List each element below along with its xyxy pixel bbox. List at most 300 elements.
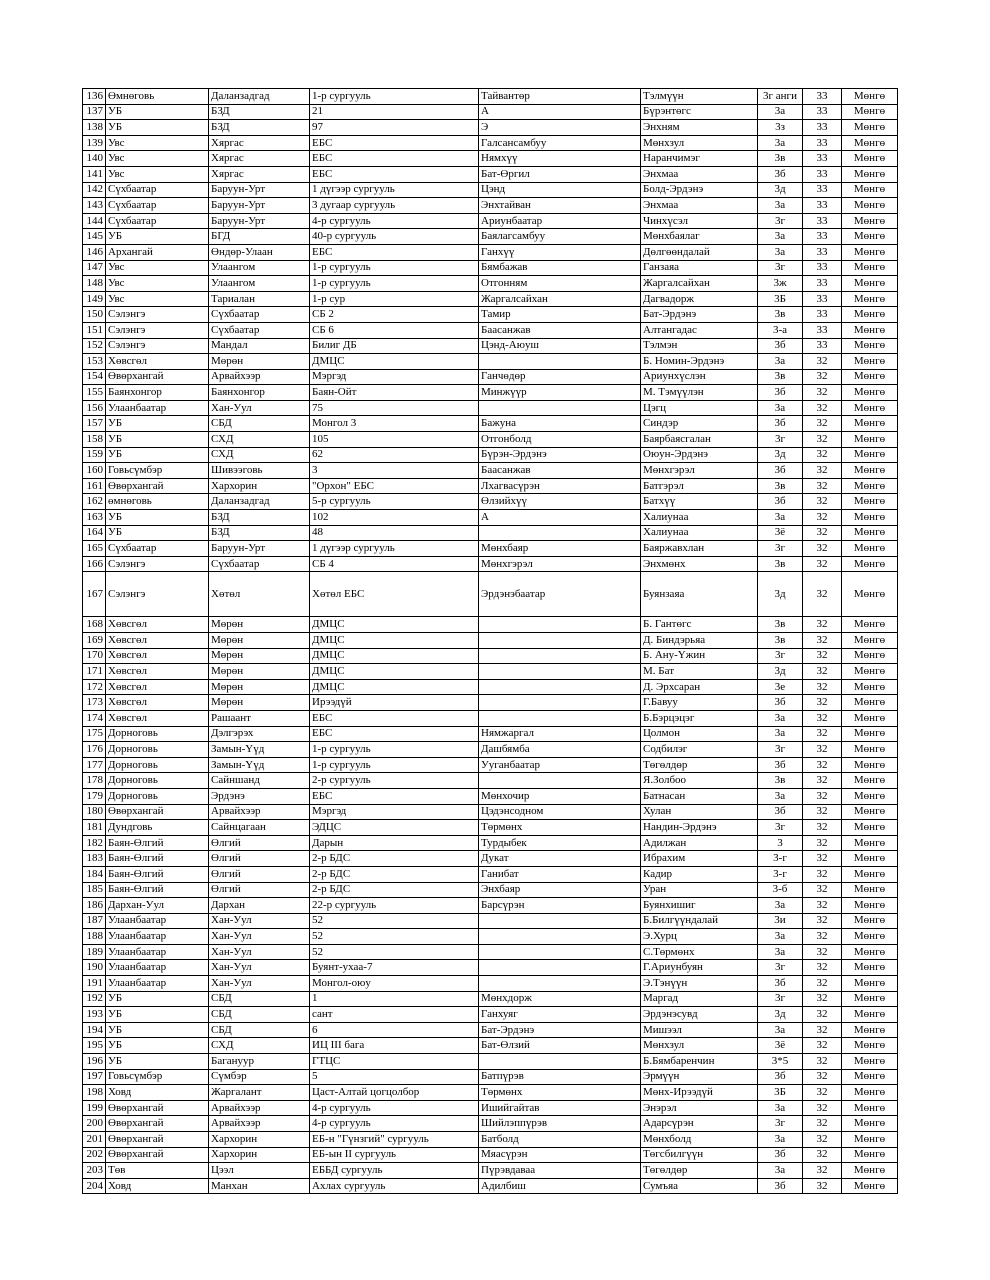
table-row: [83, 648, 898, 664]
school-cell: 6: [310, 1022, 479, 1038]
teacher-cell: Баасанжав: [479, 463, 641, 479]
grade-cell: 3д: [758, 447, 803, 463]
table-row: [83, 929, 898, 945]
score-cell: 32: [803, 944, 842, 960]
student-cell: Маргад: [641, 991, 758, 1007]
student-cell: Г.Ариунбуян: [641, 960, 758, 976]
teacher-cell: Ишийгайтав: [479, 1100, 641, 1116]
province-cell: Увс: [106, 135, 209, 151]
row-number: 204: [83, 1178, 106, 1194]
table-row: [83, 835, 898, 851]
teacher-cell: Тамир: [479, 307, 641, 323]
score-cell: 32: [803, 1054, 842, 1070]
table-row: [83, 135, 898, 151]
province-cell: Ховд: [106, 1178, 209, 1194]
province-cell: Сүхбаатар: [106, 182, 209, 198]
student-cell: Буянзаяа: [641, 572, 758, 617]
teacher-cell: Мөнхбаяр: [479, 541, 641, 557]
teacher-cell: Бат-Өлзий: [479, 1038, 641, 1054]
table-row: [83, 447, 898, 463]
table-row: [83, 416, 898, 432]
grade-cell: 3г: [758, 742, 803, 758]
teacher-cell: [479, 710, 641, 726]
medal-cell: Мөнгө: [842, 541, 898, 557]
student-cell: Бүрэнтөгс: [641, 104, 758, 120]
score-cell: 33: [803, 291, 842, 307]
grade-cell: 3б: [758, 1178, 803, 1194]
table-row: [83, 1116, 898, 1132]
medal-cell: Мөнгө: [842, 788, 898, 804]
grade-cell: 3-б: [758, 882, 803, 898]
school-cell: ГТЦС: [310, 1054, 479, 1070]
district-cell: СХД: [209, 432, 310, 448]
row-number: 146: [83, 244, 106, 260]
teacher-cell: Мяасүрэн: [479, 1147, 641, 1163]
province-cell: Өвөрхангай: [106, 369, 209, 385]
score-cell: 33: [803, 322, 842, 338]
score-cell: 33: [803, 276, 842, 292]
student-cell: Цэгц: [641, 400, 758, 416]
score-cell: 32: [803, 913, 842, 929]
teacher-cell: Ариунбаатар: [479, 213, 641, 229]
grade-cell: 3д: [758, 664, 803, 680]
teacher-cell: А: [479, 510, 641, 526]
row-number: 136: [83, 89, 106, 105]
medal-cell: Мөнгө: [842, 416, 898, 432]
medal-cell: Мөнгө: [842, 385, 898, 401]
student-cell: Дагвадорж: [641, 291, 758, 307]
grade-cell: 3е: [758, 679, 803, 695]
table-row: [83, 1007, 898, 1023]
medal-cell: Мөнгө: [842, 710, 898, 726]
school-cell: СБ 2: [310, 307, 479, 323]
province-cell: Увс: [106, 166, 209, 182]
score-cell: 32: [803, 1069, 842, 1085]
school-cell: 5-р сургууль: [310, 494, 479, 510]
student-cell: Халиунаа: [641, 525, 758, 541]
district-cell: Хөтөл: [209, 572, 310, 617]
teacher-cell: Ганхуяг: [479, 1007, 641, 1023]
row-number: 138: [83, 120, 106, 136]
province-cell: Сэлэнгэ: [106, 556, 209, 572]
school-cell: 21: [310, 104, 479, 120]
score-cell: 32: [803, 898, 842, 914]
medal-cell: Мөнгө: [842, 104, 898, 120]
district-cell: Цээл: [209, 1163, 310, 1179]
province-cell: Архангай: [106, 244, 209, 260]
province-cell: УБ: [106, 104, 209, 120]
student-cell: Баяржавхлан: [641, 541, 758, 557]
score-cell: 32: [803, 416, 842, 432]
district-cell: Хархорин: [209, 1147, 310, 1163]
grade-cell: 3: [758, 835, 803, 851]
school-cell: 1: [310, 991, 479, 1007]
province-cell: Өвөрхангай: [106, 1147, 209, 1163]
row-number: 151: [83, 322, 106, 338]
grade-cell: 3в: [758, 478, 803, 494]
grade-cell: 3г: [758, 432, 803, 448]
medal-cell: Мөнгө: [842, 866, 898, 882]
teacher-cell: [479, 617, 641, 633]
province-cell: Өвөрхангай: [106, 1116, 209, 1132]
student-cell: Б. Номин-Эрдэнэ: [641, 354, 758, 370]
row-number: 187: [83, 913, 106, 929]
student-cell: Б.Бэрцэцэг: [641, 710, 758, 726]
school-cell: 102: [310, 510, 479, 526]
medal-cell: Мөнгө: [842, 929, 898, 945]
table-row: [83, 1163, 898, 1179]
table-row: [83, 463, 898, 479]
medal-cell: Мөнгө: [842, 151, 898, 167]
medal-cell: Мөнгө: [842, 244, 898, 260]
table-row: [83, 851, 898, 867]
grade-cell: 3д: [758, 1007, 803, 1023]
province-cell: УБ: [106, 991, 209, 1007]
score-cell: 32: [803, 929, 842, 945]
province-cell: Сүхбаатар: [106, 198, 209, 214]
district-cell: СБД: [209, 416, 310, 432]
student-cell: Баярбаясгалан: [641, 432, 758, 448]
district-cell: БЗД: [209, 525, 310, 541]
score-cell: 33: [803, 182, 842, 198]
school-cell: СБ 6: [310, 322, 479, 338]
district-cell: БГД: [209, 229, 310, 245]
teacher-cell: [479, 944, 641, 960]
table-row: [83, 229, 898, 245]
province-cell: Говьсүмбэр: [106, 463, 209, 479]
medal-cell: Мөнгө: [842, 572, 898, 617]
score-cell: 32: [803, 633, 842, 649]
school-cell: 1-р сургууль: [310, 757, 479, 773]
school-cell: 4-р сургууль: [310, 1116, 479, 1132]
district-cell: СБД: [209, 1022, 310, 1038]
school-cell: ИЦ III бага: [310, 1038, 479, 1054]
province-cell: УБ: [106, 510, 209, 526]
teacher-cell: [479, 664, 641, 680]
grade-cell: 3б: [758, 463, 803, 479]
province-cell: Увс: [106, 276, 209, 292]
province-cell: Хөвсгөл: [106, 617, 209, 633]
teacher-cell: Нямхүү: [479, 151, 641, 167]
province-cell: Хөвсгөл: [106, 664, 209, 680]
teacher-cell: Ганибат: [479, 866, 641, 882]
table-row: [83, 757, 898, 773]
province-cell: Говьсүмбэр: [106, 1069, 209, 1085]
table-row: [83, 400, 898, 416]
row-number: 140: [83, 151, 106, 167]
row-number: 179: [83, 788, 106, 804]
row-number: 181: [83, 820, 106, 836]
province-cell: УБ: [106, 525, 209, 541]
school-cell: Билиг ДБ: [310, 338, 479, 354]
district-cell: Шивээговь: [209, 463, 310, 479]
school-cell: 1 дүгээр сургууль: [310, 182, 479, 198]
student-cell: Мөнхгэрэл: [641, 463, 758, 479]
teacher-cell: [479, 960, 641, 976]
teacher-cell: Шийлэппүрэв: [479, 1116, 641, 1132]
table-row: [83, 695, 898, 711]
row-number: 159: [83, 447, 106, 463]
score-cell: 32: [803, 510, 842, 526]
score-cell: 32: [803, 1085, 842, 1101]
province-cell: Хөвсгөл: [106, 648, 209, 664]
row-number: 162: [83, 494, 106, 510]
score-cell: 32: [803, 463, 842, 479]
score-cell: 32: [803, 556, 842, 572]
student-cell: Төгсбилгүүн: [641, 1147, 758, 1163]
grade-cell: 3а: [758, 788, 803, 804]
teacher-cell: [479, 913, 641, 929]
province-cell: Хөвсгөл: [106, 710, 209, 726]
school-cell: 105: [310, 432, 479, 448]
school-cell: ЕБС: [310, 151, 479, 167]
student-cell: Содбилэг: [641, 742, 758, 758]
table-row: [83, 898, 898, 914]
district-cell: Замын-Үүд: [209, 757, 310, 773]
school-cell: 52: [310, 944, 479, 960]
grade-cell: 3б: [758, 976, 803, 992]
district-cell: Сүхбаатар: [209, 556, 310, 572]
medal-cell: Мөнгө: [842, 1116, 898, 1132]
grade-cell: 3д: [758, 572, 803, 617]
province-cell: Хөвсгөл: [106, 695, 209, 711]
table-row: [83, 1038, 898, 1054]
score-cell: 32: [803, 757, 842, 773]
teacher-cell: Дукат: [479, 851, 641, 867]
province-cell: УБ: [106, 229, 209, 245]
teacher-cell: [479, 695, 641, 711]
row-number: 192: [83, 991, 106, 1007]
medal-cell: Мөнгө: [842, 166, 898, 182]
grade-cell: 3г: [758, 260, 803, 276]
teacher-cell: Жаргалсайхан: [479, 291, 641, 307]
province-cell: УБ: [106, 1022, 209, 1038]
school-cell: 1-р сургууль: [310, 260, 479, 276]
teacher-cell: [479, 679, 641, 695]
grade-cell: 3г анги: [758, 89, 803, 105]
medal-cell: Мөнгө: [842, 1178, 898, 1194]
score-cell: 32: [803, 1147, 842, 1163]
teacher-cell: Цэдэнсодном: [479, 804, 641, 820]
district-cell: Арвайхээр: [209, 1116, 310, 1132]
table-row: [83, 556, 898, 572]
row-number: 143: [83, 198, 106, 214]
row-number: 184: [83, 866, 106, 882]
grade-cell: 3ё: [758, 1038, 803, 1054]
province-cell: Улаанбаатар: [106, 929, 209, 945]
score-cell: 32: [803, 851, 842, 867]
grade-cell: 3в: [758, 307, 803, 323]
medal-cell: Мөнгө: [842, 1007, 898, 1023]
grade-cell: 3и: [758, 913, 803, 929]
table-row: [83, 726, 898, 742]
medal-cell: Мөнгө: [842, 135, 898, 151]
school-cell: ДМЦС: [310, 679, 479, 695]
province-cell: УБ: [106, 416, 209, 432]
student-cell: Э.Тэнүүн: [641, 976, 758, 992]
medal-cell: Мөнгө: [842, 1132, 898, 1148]
medal-cell: Мөнгө: [842, 773, 898, 789]
grade-cell: 3б: [758, 804, 803, 820]
teacher-cell: Галсансамбуу: [479, 135, 641, 151]
teacher-cell: Адилбиш: [479, 1178, 641, 1194]
province-cell: УБ: [106, 432, 209, 448]
medal-cell: Мөнгө: [842, 556, 898, 572]
grade-cell: 3*5: [758, 1054, 803, 1070]
row-number: 193: [83, 1007, 106, 1023]
table-row: [83, 354, 898, 370]
teacher-cell: Ганхүү: [479, 244, 641, 260]
student-cell: Адилжан: [641, 835, 758, 851]
province-cell: Өвөрхангай: [106, 1100, 209, 1116]
province-cell: Баян-Өлгий: [106, 851, 209, 867]
district-cell: СБД: [209, 1007, 310, 1023]
student-cell: Ариунхүслэн: [641, 369, 758, 385]
student-cell: Уран: [641, 882, 758, 898]
score-cell: 32: [803, 773, 842, 789]
row-number: 195: [83, 1038, 106, 1054]
medal-cell: Мөнгө: [842, 1022, 898, 1038]
student-cell: Наранчимэг: [641, 151, 758, 167]
medal-cell: Мөнгө: [842, 991, 898, 1007]
table-row: [83, 291, 898, 307]
medal-cell: Мөнгө: [842, 898, 898, 914]
medal-cell: Мөнгө: [842, 1054, 898, 1070]
district-cell: Замын-Үүд: [209, 742, 310, 758]
school-cell: ЕБ-ын II сургууль: [310, 1147, 479, 1163]
district-cell: Даланзадгад: [209, 494, 310, 510]
student-cell: Цолмон: [641, 726, 758, 742]
school-cell: 22-р сургууль: [310, 898, 479, 914]
teacher-cell: Тайвантөр: [479, 89, 641, 105]
table-row: [83, 244, 898, 260]
teacher-cell: Энхбаяр: [479, 882, 641, 898]
district-cell: Мөрөн: [209, 633, 310, 649]
district-cell: Сайншанд: [209, 773, 310, 789]
row-number: 202: [83, 1147, 106, 1163]
score-cell: 33: [803, 198, 842, 214]
teacher-cell: Төрмөнх: [479, 820, 641, 836]
score-cell: 32: [803, 385, 842, 401]
school-cell: сант: [310, 1007, 479, 1023]
teacher-cell: Отгонням: [479, 276, 641, 292]
teacher-cell: А: [479, 104, 641, 120]
medal-cell: Мөнгө: [842, 882, 898, 898]
table-row: [83, 1100, 898, 1116]
grade-cell: 3ё: [758, 525, 803, 541]
student-cell: Б. Ану-Үжин: [641, 648, 758, 664]
student-cell: Ганзаяа: [641, 260, 758, 276]
school-cell: ЕББД сургууль: [310, 1163, 479, 1179]
province-cell: Өвөрхангай: [106, 478, 209, 494]
teacher-cell: Бат-Өргил: [479, 166, 641, 182]
province-cell: Улаанбаатар: [106, 960, 209, 976]
province-cell: Увс: [106, 291, 209, 307]
score-cell: 32: [803, 835, 842, 851]
student-cell: Э.Хурц: [641, 929, 758, 945]
table-row: [83, 276, 898, 292]
row-number: 171: [83, 664, 106, 680]
score-cell: 32: [803, 1116, 842, 1132]
table-row: [83, 104, 898, 120]
score-cell: 33: [803, 338, 842, 354]
grade-cell: 3а: [758, 135, 803, 151]
province-cell: Сэлэнгэ: [106, 322, 209, 338]
province-cell: Хөвсгөл: [106, 354, 209, 370]
province-cell: Сүхбаатар: [106, 541, 209, 557]
score-cell: 32: [803, 960, 842, 976]
table-row: [83, 664, 898, 680]
row-number: 148: [83, 276, 106, 292]
row-number: 170: [83, 648, 106, 664]
table-row: [83, 198, 898, 214]
row-number: 182: [83, 835, 106, 851]
province-cell: өмнөговь: [106, 494, 209, 510]
province-cell: Дорноговь: [106, 757, 209, 773]
teacher-cell: Мөнхочир: [479, 788, 641, 804]
row-number: 169: [83, 633, 106, 649]
table-row: [83, 1085, 898, 1101]
district-cell: Мөрөн: [209, 664, 310, 680]
province-cell: Увс: [106, 260, 209, 276]
student-cell: Халиунаа: [641, 510, 758, 526]
district-cell: Мөрөн: [209, 695, 310, 711]
medal-cell: Мөнгө: [842, 276, 898, 292]
table-row: [83, 820, 898, 836]
school-cell: ЕБС: [310, 166, 479, 182]
district-cell: Баянхонгор: [209, 385, 310, 401]
medal-cell: Мөнгө: [842, 679, 898, 695]
school-cell: Дарын: [310, 835, 479, 851]
school-cell: 4-р сургууль: [310, 1100, 479, 1116]
row-number: 149: [83, 291, 106, 307]
school-cell: 1-р сур: [310, 291, 479, 307]
row-number: 180: [83, 804, 106, 820]
district-cell: Даланзадгад: [209, 89, 310, 105]
score-cell: 32: [803, 478, 842, 494]
medal-cell: Мөнгө: [842, 213, 898, 229]
district-cell: Дэлгэрэх: [209, 726, 310, 742]
row-number: 191: [83, 976, 106, 992]
province-cell: Сэлэнгэ: [106, 338, 209, 354]
school-cell: 1-р сургууль: [310, 742, 479, 758]
row-number: 147: [83, 260, 106, 276]
row-number: 154: [83, 369, 106, 385]
district-cell: Хан-Уул: [209, 929, 310, 945]
score-cell: 32: [803, 976, 842, 992]
table-row: [83, 369, 898, 385]
medal-cell: Мөнгө: [842, 89, 898, 105]
row-number: 196: [83, 1054, 106, 1070]
school-cell: Ирээдүй: [310, 695, 479, 711]
grade-cell: 3г: [758, 1116, 803, 1132]
district-cell: Баруун-Урт: [209, 182, 310, 198]
school-cell: Баян-Ойт: [310, 385, 479, 401]
score-cell: 32: [803, 648, 842, 664]
province-cell: Баян-Өлгий: [106, 882, 209, 898]
medal-cell: Мөнгө: [842, 447, 898, 463]
row-number: 189: [83, 944, 106, 960]
teacher-cell: Бямбажав: [479, 260, 641, 276]
province-cell: Улаанбаатар: [106, 913, 209, 929]
table-row: [83, 944, 898, 960]
medal-cell: Мөнгө: [842, 432, 898, 448]
medal-cell: Мөнгө: [842, 1147, 898, 1163]
grade-cell: 3з: [758, 120, 803, 136]
school-cell: Хөтөл ЕБС: [310, 572, 479, 617]
table-row: [83, 525, 898, 541]
school-cell: ЕБС: [310, 244, 479, 260]
